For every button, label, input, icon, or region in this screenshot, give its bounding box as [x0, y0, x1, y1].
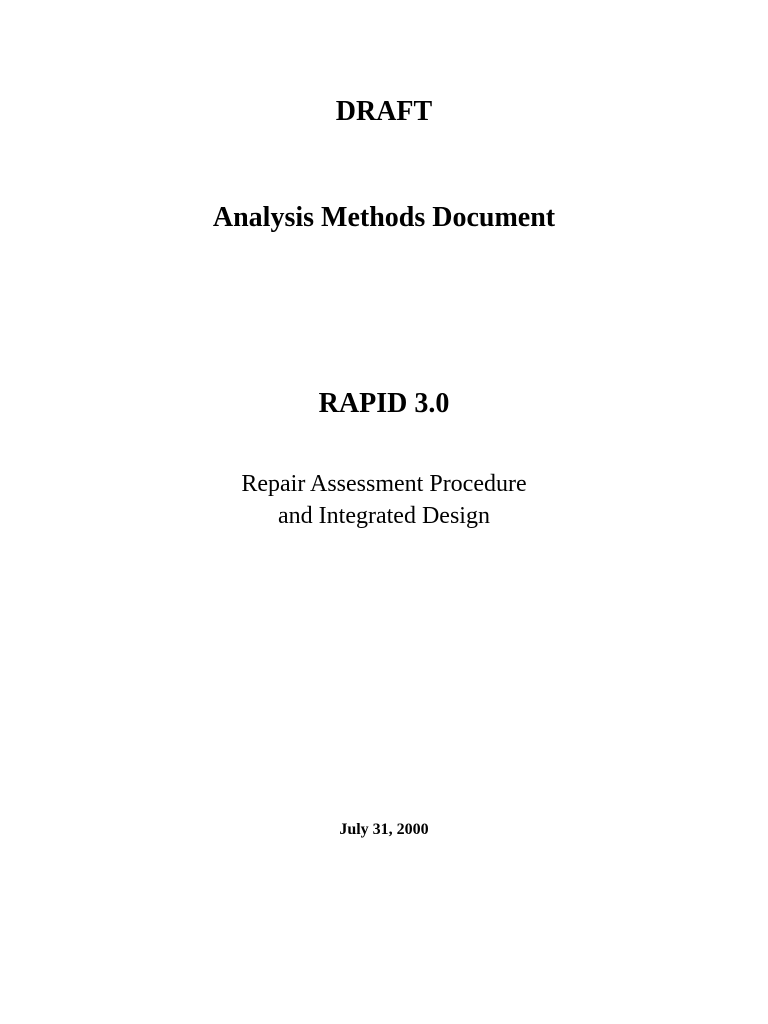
product-subtitle-line-2: and Integrated Design: [278, 503, 490, 529]
product-name: RAPID 3.0: [318, 388, 450, 419]
draft-label: DRAFT: [335, 96, 433, 127]
product-subtitle-line-1: Repair Assessment Procedure: [241, 471, 527, 497]
document-title: Analysis Methods Document: [212, 202, 556, 233]
document-date: July 31, 2000: [339, 821, 429, 838]
